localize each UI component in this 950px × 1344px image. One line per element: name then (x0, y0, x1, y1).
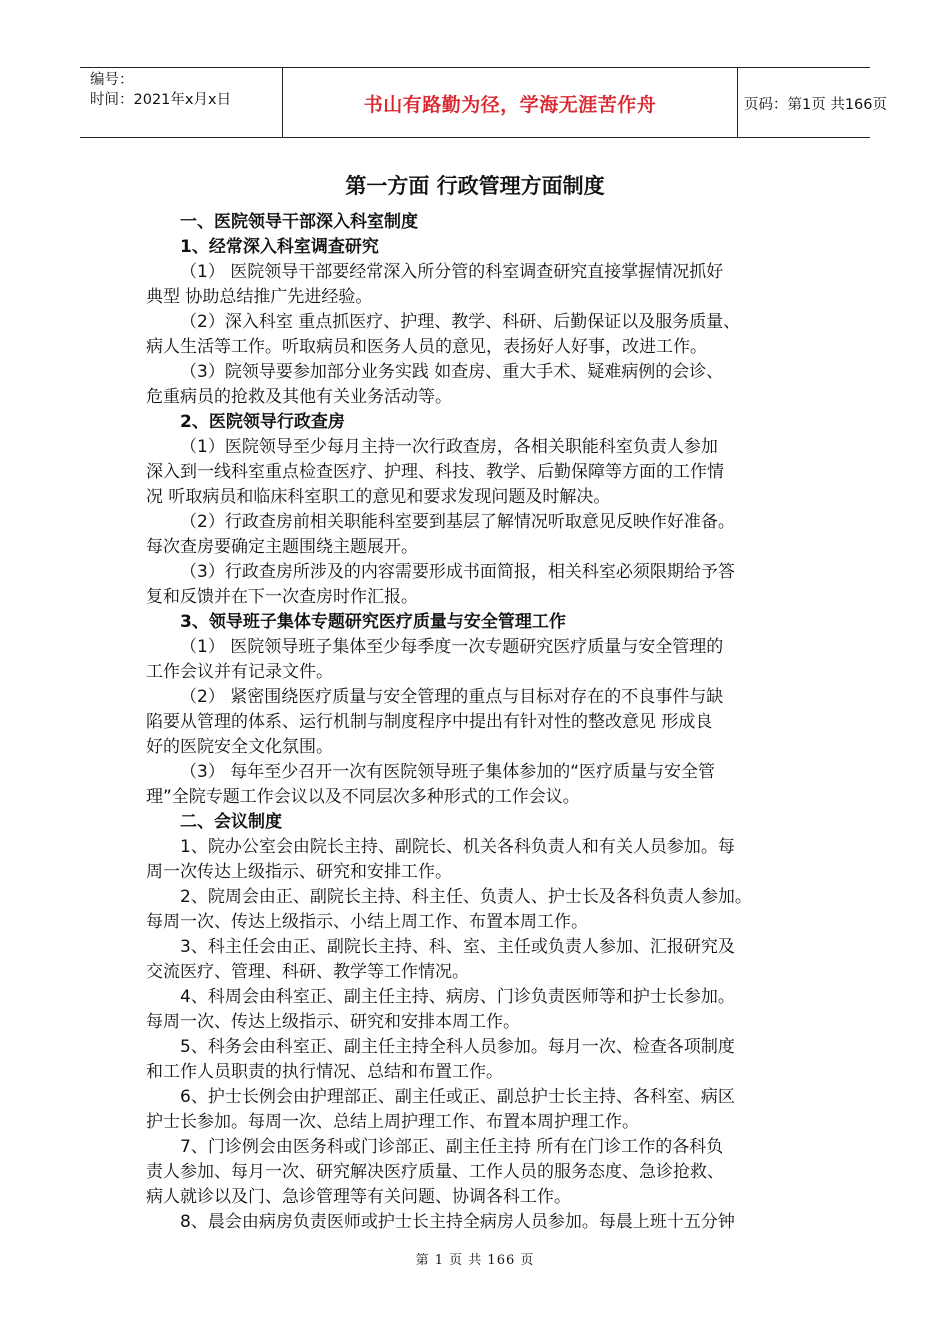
date-line: 时间：2021年x月x日 (90, 92, 232, 108)
header-meta-cell (80, 68, 282, 137)
paragraph-line: 责人参加、每月一次、研究解决医疗质量、工作人员的服务态度、急诊抢救、 (146, 1162, 724, 1182)
paragraph-line: 3、科主任会由正、副院长主持、科、室、主任或负责人参加、汇报研究及 (180, 937, 735, 957)
paragraph-line: 周一次传达上级指示、研究和安排工作。 (146, 862, 452, 882)
paragraph-line: 1、院办公室会由院长主持、副院长、机关各科负责人和有关人员参加。每 (180, 837, 735, 857)
section-heading: 二、会议制度 (180, 812, 282, 832)
paragraph-line: 况 听取病员和临床科室职工的意见和要求发现问题及时解决。 (146, 487, 611, 507)
paragraph-line: 深入到一线科室重点检查医疗、护理、科技、教学、后勤保障等方面的工作情 (146, 462, 724, 482)
paragraph-line: 交流医疗、管理、科研、教学等工作情况。 (146, 962, 469, 982)
paragraph-line: 2、院周会由正、副院长主持、科主任、负责人、护士长及各科负责人参加。 (180, 887, 752, 907)
paragraph-line: 8、晨会由病房负责医师或护士长主持全病房人员参加。每晨上班十五分钟 (180, 1212, 735, 1232)
subsection-heading: 2、医院领导行政查房 (180, 412, 345, 432)
paragraph-line: 和工作人员职责的执行情况、总结和布置工作。 (146, 1062, 503, 1082)
paragraph-line: 工作会议并有记录文件。 (146, 662, 333, 682)
header-page-cell (736, 68, 888, 137)
motto: 书山有路勤为径，学海无涯苦作舟 (363, 94, 657, 116)
paragraph-line: （3）行政查房所涉及的内容需要形成书面简报，相关科室必须限期给予答 (180, 562, 735, 582)
paragraph-line: 病人生活等工作。听取病员和医务人员的意见，表扬好人好事，改进工作。 (146, 337, 707, 357)
paragraph-line: 6、护士长例会由护理部正、副主任或正、副总护士长主持、各科室、病区 (180, 1087, 735, 1107)
paragraph-line: （2）深入科室 重点抓医疗、护理、教学、科研、后勤保证以及服务质量、 (180, 312, 741, 332)
paragraph-line: （2）行政查房前相关职能科室要到基层了解情况听取意见反映作好准备。 (180, 512, 735, 532)
number-label: 编号： (90, 72, 134, 88)
paragraph-line: 好的医院安全文化氛围。 (146, 737, 333, 757)
paragraph-line: （3）院领导要参加部分业务实践 如查房、重大手术、疑难病例的会诊、 (180, 362, 724, 382)
paragraph-line: 危重病员的抢救及其他有关业务活动等。 (146, 387, 452, 407)
paragraph-line: 5、科务会由科室正、副主任主持全科人员参加。每月一次、检查各项制度 (180, 1037, 735, 1057)
paragraph-line: 病人就诊以及门、急诊管理等有关问题、协调各科工作。 (146, 1187, 571, 1207)
paragraph-line: （1）医院领导至少每月主持一次行政查房，各相关职能科室负责人参加 (180, 437, 718, 457)
page-info: 页码：第1页 共166页 (744, 97, 888, 113)
paragraph-line: （3） 每年至少召开一次有医院领导班子集体参加的“医疗质量与安全管 (180, 762, 716, 782)
paragraph-line: 每周一次、传达上级指示、研究和安排本周工作。 (146, 1012, 520, 1032)
paragraph-line: 每周一次、传达上级指示、小结上周工作、布置本周工作。 (146, 912, 588, 932)
paragraph-line: 典型 协助总结推广先进经验。 (146, 287, 373, 307)
paragraph-line: 4、科周会由科室正、副主任主持、病房、门诊负责医师等和护士长参加。 (180, 987, 735, 1007)
paragraph-line: 复和反馈并在下一次查房时作汇报。 (146, 587, 418, 607)
paragraph-line: 陷要从管理的体系、运行机制与制度程序中提出有针对性的整改意见 形成良 (146, 712, 713, 732)
paragraph-line: （1） 医院领导班子集体至少每季度一次专题研究医疗质量与安全管理的 (180, 637, 724, 657)
paragraph-line: 理”全院专题工作会议以及不同层次多种形式的工作会议。 (146, 787, 580, 807)
paragraph-line: 护士长参加。每周一次、总结上周护理工作、布置本周护理工作。 (146, 1112, 639, 1132)
header-motto-cell (282, 68, 738, 137)
paragraph-line: 7、门诊例会由医务科或门诊部正、副主任主持 所有在门诊工作的各科负 (180, 1137, 724, 1157)
subsection-heading: 1、经常深入科室调查研究 (180, 237, 379, 257)
subsection-heading: 3、领导班子集体专题研究医疗质量与安全管理工作 (180, 612, 566, 632)
section-heading: 一、医院领导干部深入科室制度 (180, 212, 418, 232)
paragraph-line: （1） 医院领导干部要经常深入所分管的科室调查研究直接掌握情况抓好 (180, 262, 724, 282)
paragraph-line: 每次查房要确定主题围绕主题展开。 (146, 537, 418, 557)
paragraph-line: （2） 紧密围绕医疗质量与安全管理的重点与目标对存在的不良事件与缺 (180, 687, 724, 707)
page-footer: 第 1 页 共 166 页 (415, 1253, 535, 1268)
document-header (80, 67, 888, 138)
document-title: 第一方面 行政管理方面制度 (345, 174, 605, 198)
